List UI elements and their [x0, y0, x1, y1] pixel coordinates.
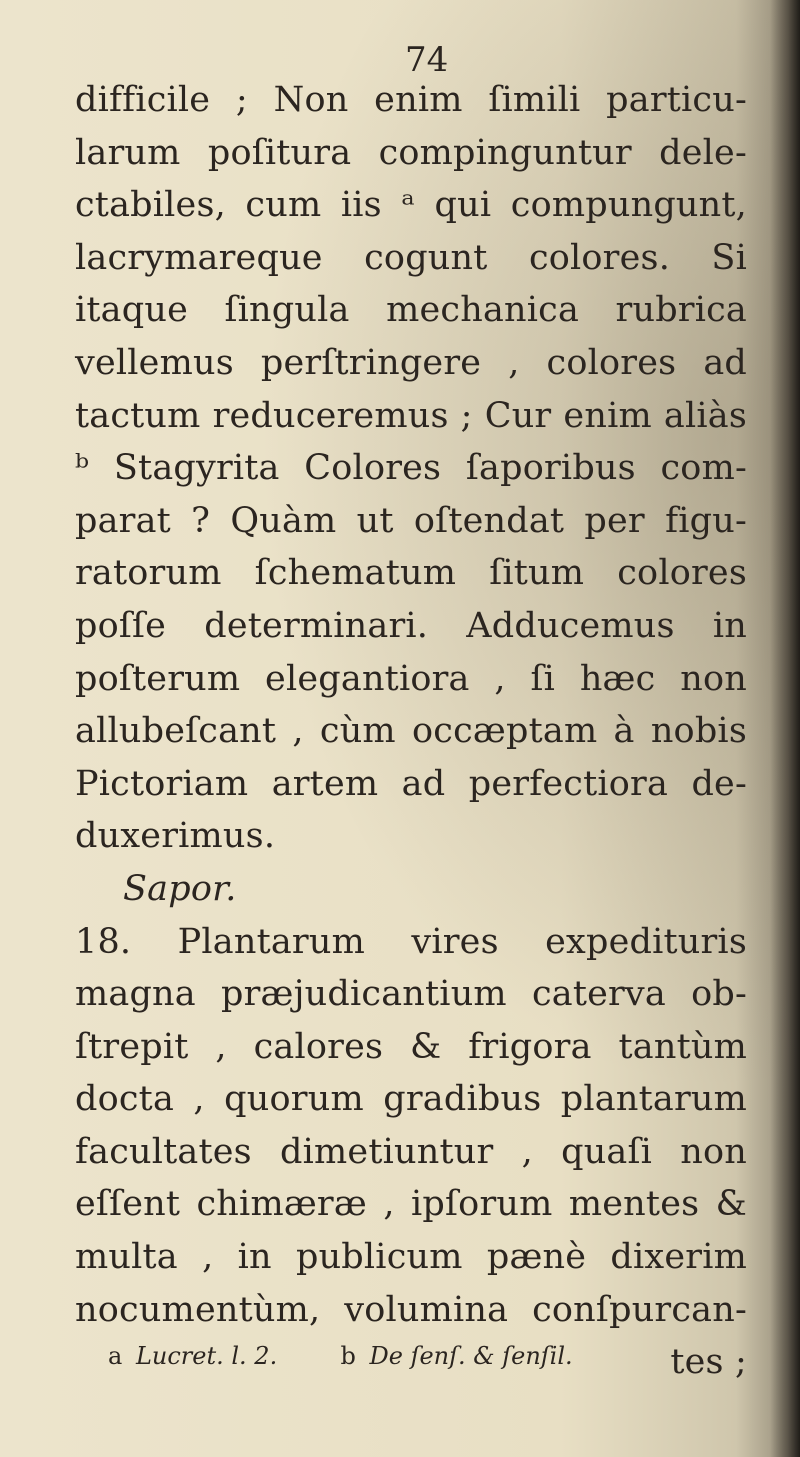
catchword: tes ; — [670, 1342, 747, 1383]
footnote-b-reference: De ſenſ. & ſenſil. — [369, 1342, 573, 1370]
page-number: 74 — [405, 40, 449, 80]
text-line: ᵇ Stagyrita Colores ſaporibus com- — [75, 448, 747, 489]
text-line: parat ? Quàm ut oſtendat per figu- — [75, 500, 747, 541]
footnote-a-mark: a — [108, 1342, 123, 1370]
text-line: docta , quorum gradibus plantarum — [75, 1079, 747, 1120]
text-line: ctabiles, cum iis ᵃ qui compungunt, — [75, 185, 747, 226]
footnotes — [108, 1340, 573, 1372]
text-line: eſſent chimæræ , ipſorum mentes & — [75, 1184, 747, 1225]
text-line: vellemus perſtringere , colores ad — [75, 342, 747, 383]
footnote-a-reference: Lucret. l. 2. — [135, 1342, 278, 1370]
text-line: duxerimus. — [75, 816, 276, 857]
text-line: 18. Plantarum vires expedituris — [75, 921, 747, 962]
text-line: difficile ; Non enim ſimili particu- — [75, 80, 747, 120]
text-line: itaque ſingula mechanica rubrica — [75, 290, 747, 331]
text-line: lacrymareque cogunt colores. Si — [75, 237, 747, 278]
body-text — [75, 74, 747, 1389]
text-line: allubeſcant , cùm occæptam à nobis — [75, 711, 747, 752]
text-line: poſterum elegantiora , ſi hæc non — [75, 658, 747, 699]
text-line: tactum reduceremus ; Cur enim aliàs — [75, 395, 747, 436]
text-line: poſſe determinari. Adducemus in — [75, 605, 747, 646]
text-line: facultates dimetiuntur , quaſi non — [75, 1131, 747, 1172]
text-line: larum poſitura compinguntur dele- — [75, 132, 747, 173]
page-gutter-shadow — [770, 0, 800, 1457]
text-line: ſtrepit , calores & frigora tantùm — [75, 1026, 747, 1067]
text-line: multa , in publicum pænè dixerim — [75, 1237, 747, 1278]
text-line: magna præjudicantium caterva ob- — [75, 974, 747, 1015]
text-line: ratorum ſchematum ſitum colores — [75, 553, 747, 594]
text-line: nocumentùm, volumina conſpurcan- — [75, 1289, 747, 1330]
footnote-b-mark: b — [340, 1342, 356, 1370]
text-line: Pictoriam artem ad perfectiora de- — [75, 763, 747, 804]
section-heading: Sapor. — [123, 868, 237, 909]
